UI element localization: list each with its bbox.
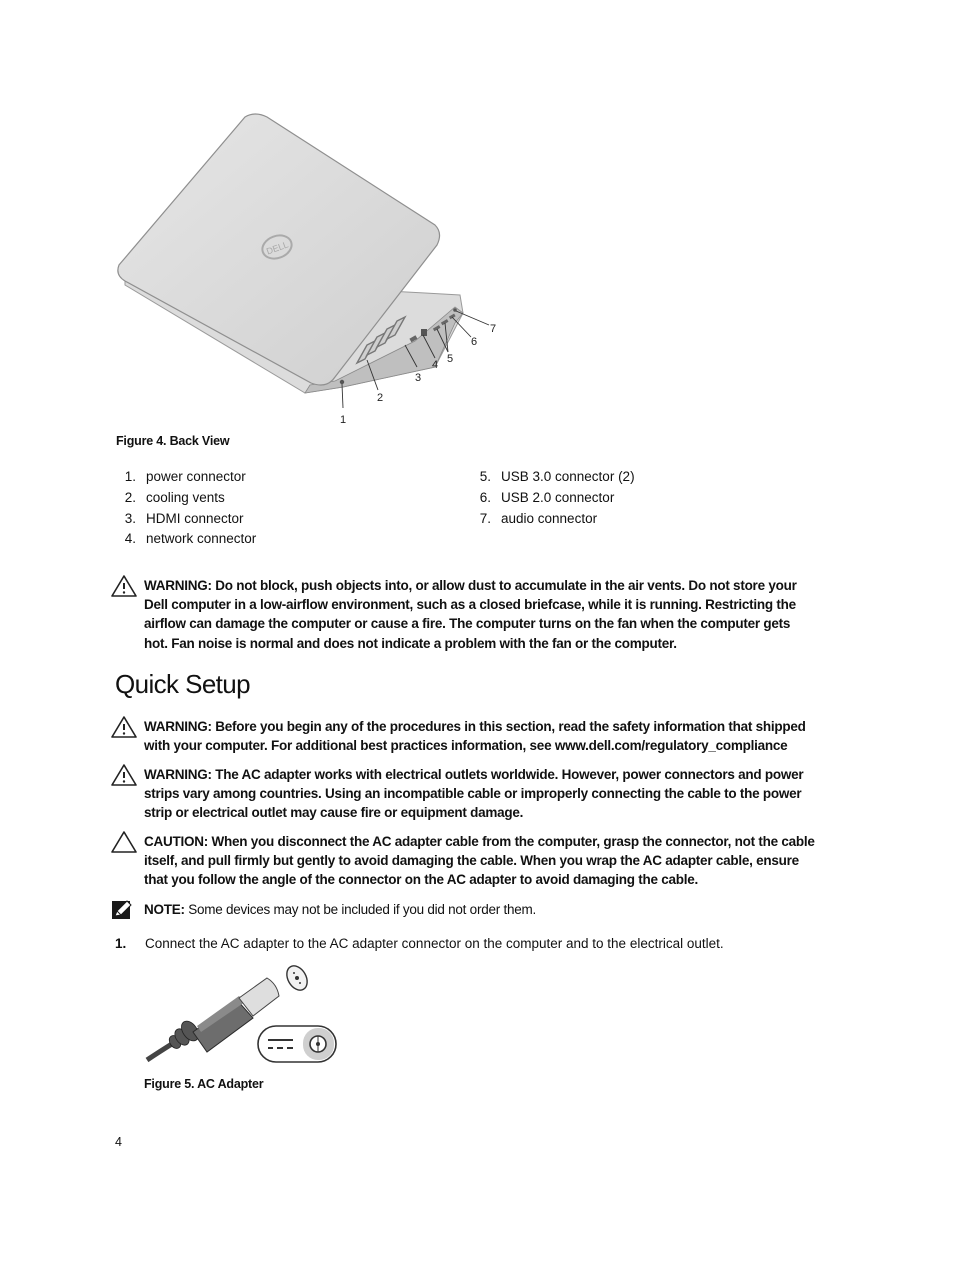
callout-2: 2: [377, 392, 384, 404]
warning-ac-adapter: WARNING: The AC adapter works with electrical outlets worldwide. However, power connectors and power strips vary among countries. Using an incompatible cable or improperly connecting the cable to the power strip or electrical outlet may cause fire or equipment damage.: [110, 765, 810, 823]
callout-7: 7: [490, 323, 497, 335]
laptop-back-view-illustration: [105, 105, 515, 430]
list-item: 6. USB 2.0 connector: [479, 489, 615, 505]
callout-4: 4: [432, 359, 439, 371]
warning-icon: [110, 574, 144, 603]
callout-6: 6: [471, 336, 478, 348]
warning-safety-info: WARNING: Before you begin any of the procedures in this section, read the safety information that shipped with your computer. For additional best practices information, see www.dell.com/regulatory_compliance: [110, 717, 810, 755]
section-title: Quick Setup: [115, 669, 251, 699]
dell-logo: DELL: [265, 239, 290, 257]
list-item: 2. cooling vents: [124, 489, 225, 505]
warning-icon: [110, 715, 144, 744]
callout-5: 5: [447, 353, 454, 365]
figure-5-caption: Figure 5. AC Adapter: [144, 1077, 264, 1091]
list-item: 1. power connector: [124, 469, 246, 484]
callout-3: 3: [415, 372, 422, 384]
caution-disconnect: CAUTION: When you disconnect the AC adapter cable from the computer, grasp the connector, not the cable itself, and pull firmly but gently to avoid damaging the cable. When you wrap the AC adapter cable, ensure that you follow the angle of the connector on the AC adapter to avoid damaging the cable.: [110, 832, 815, 890]
warning-air-vents: WARNING: Do not block, push objects into, or allow dust to accumulate in the air vents. Do not store your Dell computer in a low-airflow environment, such as a closed briefcase, while it is running. Restricting the airflow can damage the computer or cause a fire. The computer turns on the fan when the computer gets hot. Fan noise is normal and does not indicate a problem with the fan or the computer.: [110, 576, 810, 653]
list-item: 7. audio connector: [479, 510, 598, 526]
note-pencil-icon: [110, 898, 144, 925]
warning-icon: [110, 763, 144, 792]
list-item: 5. USB 3.0 connector (2): [479, 469, 635, 484]
list-item: 3. HDMI connector: [124, 510, 244, 526]
note-devices: NOTE: Some devices may not be included if you did not order them.: [110, 900, 810, 925]
callout-1: 1: [340, 414, 347, 426]
step-1: 1. Connect the AC adapter to the AC adapter connector on the computer and to the electrical outlet.: [115, 936, 724, 951]
list-item: 4. network connector: [124, 531, 257, 547]
component-list-left: [116, 467, 256, 550]
ac-adapter-illustration: [145, 960, 345, 1070]
page-number: 4: [115, 1135, 122, 1149]
caution-icon: [110, 830, 144, 859]
figure-4-caption: Figure 4. Back View: [116, 434, 230, 448]
component-list-right: [471, 467, 635, 529]
